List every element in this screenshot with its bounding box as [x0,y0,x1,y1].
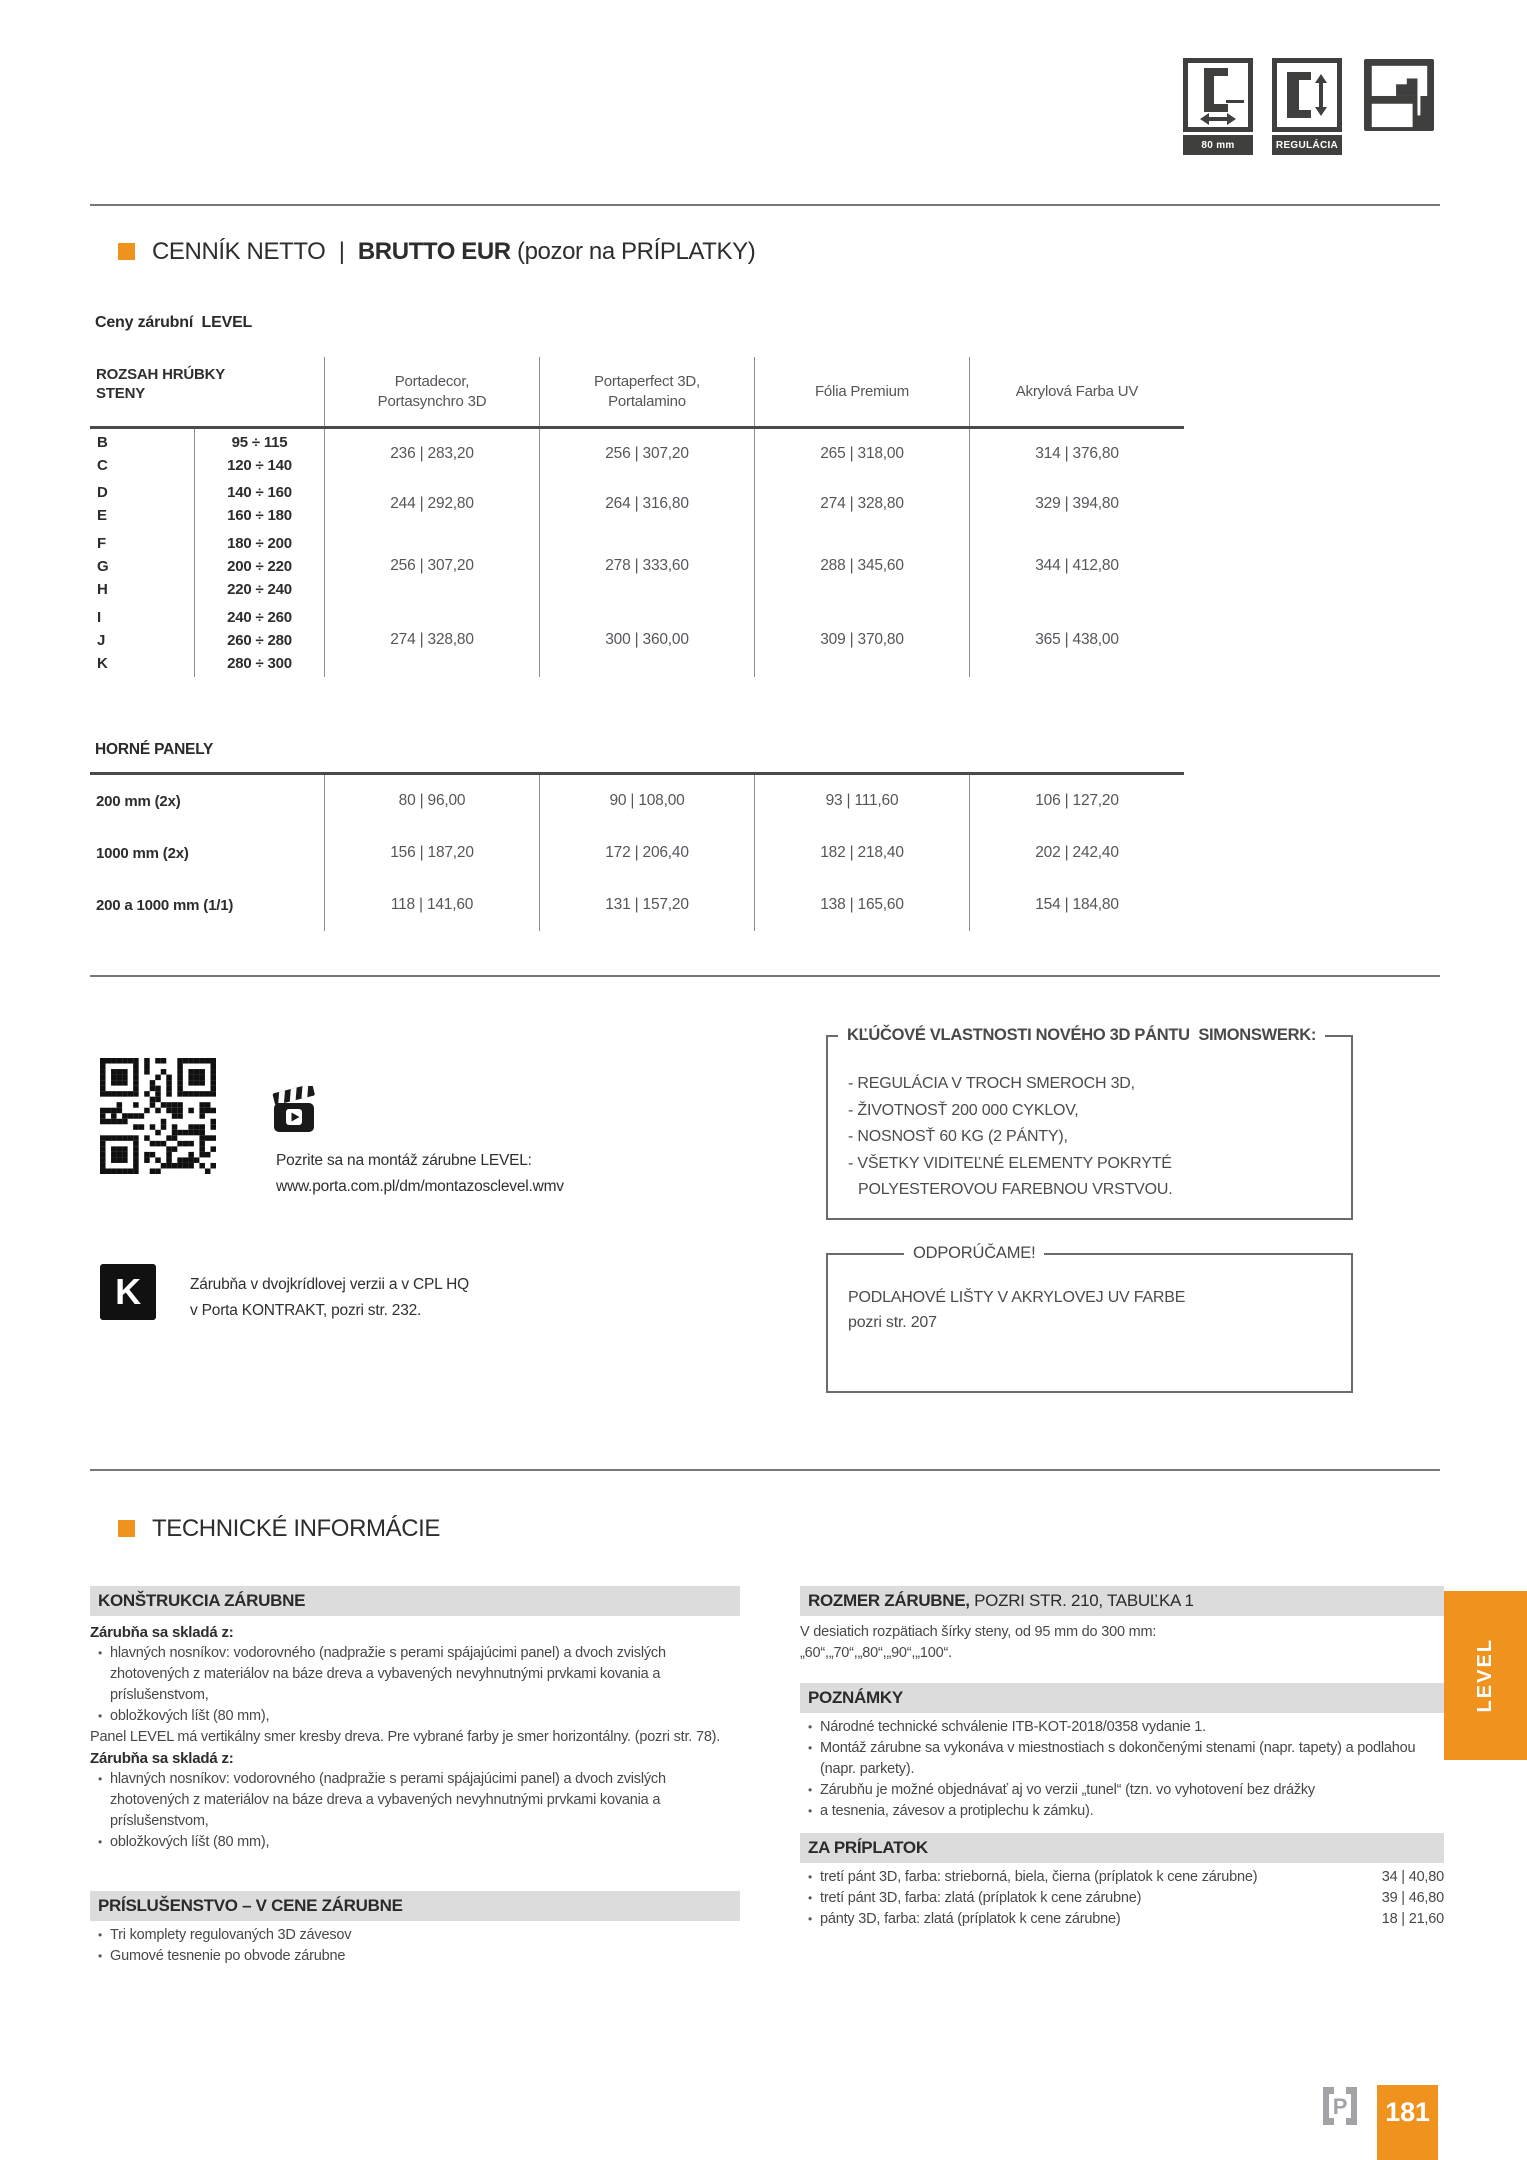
surcharge-item: • tretí pánt 3D, farba: strieborná, biela, čierna (príplatok k cene zárubne) 34 | 40,80 [800,1867,1444,1888]
top-panels-table [90,772,1184,931]
list-item: • Montáž zárubne sa vykonáva v miestnostiach s dokončenými stenami (napr. tapety) a podlahou (napr. parkety). [807,1740,1416,1777]
surcharge-price: 39 | 46,80 [1381,1890,1444,1906]
list-item: • Gumové tesnenie po obvode zárubne [97,1948,346,1964]
tech-section-title: TECHNICKÉ INFORMÁCIE [152,1515,441,1542]
surcharge-text [800,1867,1444,1930]
kontrakt-note: Zárubňa v dvojkrídlovej verzii a v CPL HQ v Porta KONTRAKT, pozri str. 232. [190,1276,469,1319]
list-item: • a tesnenia, závesov a protiplechu k zámku). [807,1803,1094,1819]
construction-text: Zárubňa sa skladá z: • hlavných nosníkov: vodorovného (nadpražie s perami spájajúcimi panel) a dvoch zvislých zhotovených z materiálov na báze dreva a vybavených nevyhnutnými prvkami kovania a príslušenstvom, • obložkových líšt (80 mm), Panel LEVEL má vertikálny smer kresby dreva. Pre vybrané farby je smer horizontálny. (pozri str. 78). Zárubňa sa skladá z: • hlavných nosníkov: vodorovného (nadpražie s perami spájajúcimi panel) a dvoch zvislých zhotovených z materiálov na báze dreva a vybavených nevyhnutnými prvkami kovania a príslušenstvom, • obložkových líšt (80 mm), [90,1622,746,1853]
surcharge-header-bar: ZA PRÍPLATOK [800,1833,1444,1863]
table-row: 1000 mm (2x) 156 | 187,20 172 | 206,40 182 | 218,40 202 | 242,40 [90,827,1184,879]
surcharge-price: 18 | 21,60 [1381,1911,1444,1927]
video-clapperboard-icon [272,1086,318,1139]
col-header-portadecor: Portadecor, Portasynchro 3D [324,357,539,426]
table-row: B C 95 ÷ 115 120 ÷ 140 236 | 283,20 256 | 307,20 265 | 318,00 314 | 376,80 [90,429,1184,479]
list-item: • hlavných nosníkov: vodorovného (nadpražie s perami spájajúcimi panel) a dvoch zvislých zhotovených z materiálov na báze dreva a vybavených nevyhnutnými prvkami kovania a príslušenstvom, [97,1771,666,1829]
divider [90,975,1440,977]
table-row: F G H 180 ÷ 200 200 ÷ 220 220 ÷ 240 256 | 307,20 278 | 333,60 288 | 345,60 344 | 412,80 [90,529,1184,603]
orange-square-bullet [118,1520,135,1537]
list-item: • hlavných nosníkov: vodorovného (nadpražie s perami spájajúcimi panel) a dvoch zvislých zhotovených z materiálov na báze dreva a vybavených nevyhnutnými prvkami kovania a príslušenstvom, [97,1645,666,1703]
series-side-tab [1444,1591,1527,1760]
frame-width-icon [1183,58,1253,132]
top-panels-title: HORNÉ PANELY [95,741,214,758]
frame-cross-section-glyph [1364,58,1434,132]
hinge-properties-box [826,1026,1353,1220]
recommendation-box-title: ODPORÚČAME! [904,1244,1044,1263]
frame-width-label: 80 mm [1183,135,1253,155]
kontrakt-icon: K [100,1264,156,1320]
porta-logo [1320,2082,1360,2135]
accessories-header-bar: PRÍSLUŠENSTVO – V CENE ZÁRUBNE [90,1891,740,1921]
qr-code-image [100,1058,216,1174]
frame-width-icon-group [1183,58,1253,155]
accessories-text [90,1925,746,1967]
orange-square-bullet [118,243,135,260]
video-caption: Pozrite sa na montáž zárubne LEVEL: [276,1152,532,1169]
title-suffix: (pozor na PRÍPLATKY) [517,238,756,265]
price-table-header [90,357,1184,429]
list-item: • Národné technické schválenie ITB-KOT-2018/0358 vydanie 1. [807,1719,1206,1735]
svg-text:P: P [1332,2094,1348,2119]
col-header-wall-range: ROZSAH HRÚBKY STENY [96,366,226,402]
divider [90,1469,1440,1471]
video-link-text [276,1148,564,1200]
surcharge-item: • tretí pánt 3D, farba: zlatá (príplatok k cene zárubne) 39 | 46,80 [800,1888,1444,1909]
dimension-header-bar: ROZMER ZÁRUBNE, POZRI STR. 210, TABUĽKA 1 [800,1586,1444,1616]
regulation-icon-group [1272,58,1342,155]
title-brutto: BRUTTO EUR [351,238,517,265]
frame-profile-vertical-arrow-icon [1277,64,1337,126]
title-separator: | [338,238,345,265]
frame-profile-horizontal-arrow-icon [1188,64,1248,126]
series-side-tab-label: LEVEL [1474,1638,1496,1713]
surcharge-item: • pánty 3D, farba: zlatá (príplatok k cene zárubne) 18 | 21,60 [800,1909,1444,1930]
qr-code [100,1058,216,1174]
table-row: D E 140 ÷ 160 160 ÷ 180 244 | 292,80 264 | 316,80 274 | 328,80 329 | 394,80 [90,479,1184,529]
regulation-icon [1272,58,1342,132]
grain-note: Panel LEVEL má vertikálny smer kresby dreva. Pre vybrané farby je smer horizontálny. (pozri str. 78). [90,1729,721,1745]
col-header-portaperfect: Portaperfect 3D, Portalamino [539,357,754,426]
notes-header-bar: POZNÁMKY [800,1683,1444,1713]
recommendation-box-content: PODLAHOVÉ LIŠTY V AKRYLOVEJ UV FARBE pozri str. 207 [848,1289,1186,1331]
hinge-box-title: KĽÚČOVÉ VLASTNOSTI NOVÉHO 3D PÁNTU SIMONSWERK: [838,1026,1325,1045]
page-number-badge [1377,2085,1438,2160]
page-number: 181 [1385,2097,1430,2127]
pricing-section-title [152,238,755,266]
video-url[interactable]: www.porta.com.pl/dm/montazosclevel.wmv [276,1178,564,1195]
col-header-folia-premium: Fólia Premium [754,357,969,426]
col-header-akrylova-farba: Akrylová Farba UV [969,357,1184,426]
frame-cross-section-icon [1364,58,1434,137]
list-item: • obložkových líšt (80 mm), [97,1834,270,1850]
table-caption: Ceny zárubní LEVEL [95,314,253,331]
surcharge-price: 34 | 40,80 [1381,1869,1444,1885]
list-item: • Tri komplety regulovaných 3D závesov [97,1927,352,1943]
table-row: 200 mm (2x) 80 | 96,00 90 | 108,00 93 | 111,60 106 | 127,20 [90,775,1184,827]
hinge-box-content: - REGULÁCIA V TROCH SMEROCH 3D, - ŽIVOTNOSŤ 200 000 CYKLOV, - NOSNOSŤ 60 KG (2 PÁNTY), - VŠETKY VIDITEĽNÉ ELEMENTY POKRYTÉ POLYESTEROVOU FAREBNOU VRSTVOU. [848,1075,1173,1198]
table-row: 200 a 1000 mm (1/1) 118 | 141,60 131 | 157,20 138 | 165,60 154 | 184,80 [90,879,1184,931]
dimension-text: V desiatich rozpätiach šírky steny, od 95 mm do 300 mm: „60“,„70“,„80“,„90“,„100“. [800,1624,1157,1661]
regulation-label: REGULÁCIA [1272,135,1342,155]
table-row: I J K 240 ÷ 260 260 ÷ 280 280 ÷ 300 274 | 328,80 300 | 360,00 309 | 370,80 365 | 438,00 [90,603,1184,677]
divider [90,204,1440,206]
list-item: • Zárubňu je možné objednávať aj vo verzii „tunel“ (tzn. vo vyhotovení bez drážky [807,1782,1315,1798]
construction-header-bar: KONŠTRUKCIA ZÁRUBNE [90,1586,740,1616]
recommendation-box [826,1244,1353,1393]
notes-text [800,1717,1455,1822]
list-item: • obložkových líšt (80 mm), [97,1708,270,1724]
title-netto: CENNÍK NETTO [152,238,332,265]
price-table [90,357,1184,677]
